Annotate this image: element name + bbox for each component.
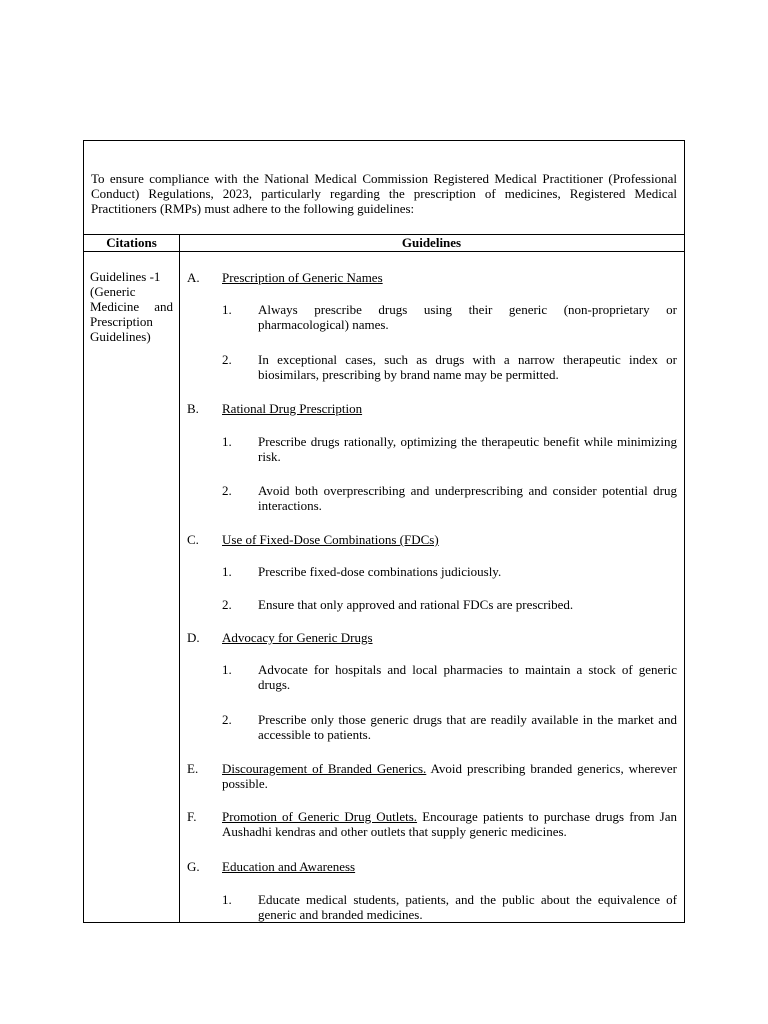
item-number: 2. [222,352,232,367]
section-letter: C. [187,532,199,547]
section-title-text: Promotion of Generic Drug Outlets. [222,809,418,824]
citations-header: Citations [106,235,157,250]
citation-line: Guidelines) [90,329,151,344]
section-body-text: Encourage patients to purchase drugs from Jan Aushadhi kendras and other outlets that supply generic medicines. [222,809,678,839]
column-divider [179,235,180,923]
table-header-row [84,235,684,252]
section-paragraph [222,809,677,839]
item-number: 1. [222,662,232,677]
section-letter: B. [187,401,199,416]
guidelines-table [83,140,685,923]
list-item: Prescribe only those generic drugs that are readily available in the market and accessible to patients. [258,712,677,742]
section-title-text: Rational Drug Prescription [222,401,363,416]
list-item: Advocate for hospitals and local pharmacies to maintain a stock of generic drugs. [258,662,677,692]
section-letter: E. [187,761,199,776]
list-item: Avoid both overprescribing and underprescribing and consider potential drug interactions. [258,483,677,513]
list-item: Prescribe drugs rationally, optimizing the therapeutic benefit while minimizing risk. [258,434,677,464]
citation-line: Medicine and [90,299,173,314]
guidelines-header: Guidelines [401,235,462,250]
item-number: 2. [222,597,232,612]
list-item: Educate medical students, patients, and the public about the equivalence of generic and branded medicines. [258,892,677,922]
list-item: Ensure that only approved and rational FDCs are prescribed. [258,597,574,612]
section-body-text: Avoid prescribing branded generics, wherever possible. [222,761,677,791]
section-letter: G. [187,859,200,874]
section-title-text: Use of Fixed-Dose Combinations (FDCs) [222,532,439,547]
section-title [222,270,677,285]
citation-line: Prescription [90,314,153,329]
list-item: Prescribe fixed-dose combinations judiciously. [258,564,502,579]
section-title-text: Education and Awareness [222,859,356,874]
item-number: 2. [222,483,232,498]
section-title-text: Advocacy for Generic Drugs [222,630,373,645]
citation-line: Guidelines -1 [90,269,161,284]
citation-cell [90,269,173,344]
section-letter: F. [187,809,197,824]
intro-cell [84,141,684,235]
section-letter: A. [187,270,200,285]
item-number: 1. [222,892,232,907]
list-item: Always prescribe drugs using their generic (non-proprietary or pharmacological) names. [258,302,677,332]
item-number: 1. [222,564,232,579]
item-number: 2. [222,712,232,727]
section-title-text: Discouragement of Branded Generics. [222,761,427,776]
section-paragraph [222,761,677,791]
section-title [222,401,677,416]
section-title [222,532,677,547]
section-letter: D. [187,630,200,645]
section-title-text: Prescription of Generic Names [222,270,383,285]
section-title [222,630,677,645]
item-number: 1. [222,434,232,449]
intro-text: To ensure compliance with the National Medical Commission Registered Medical Practitioner (Professional Conduct) Regulations, 2023, particularly regarding the prescription of medicines, Registered Medical Practitioners (RMPs) must adhere to the following guidelines: [91,171,677,216]
list-item: In exceptional cases, such as drugs with a narrow therapeutic index or biosimilars, prescribing by brand name may be permitted. [258,352,677,382]
citation-line: (Generic [90,284,136,299]
item-number: 1. [222,302,232,317]
section-title [222,859,677,874]
